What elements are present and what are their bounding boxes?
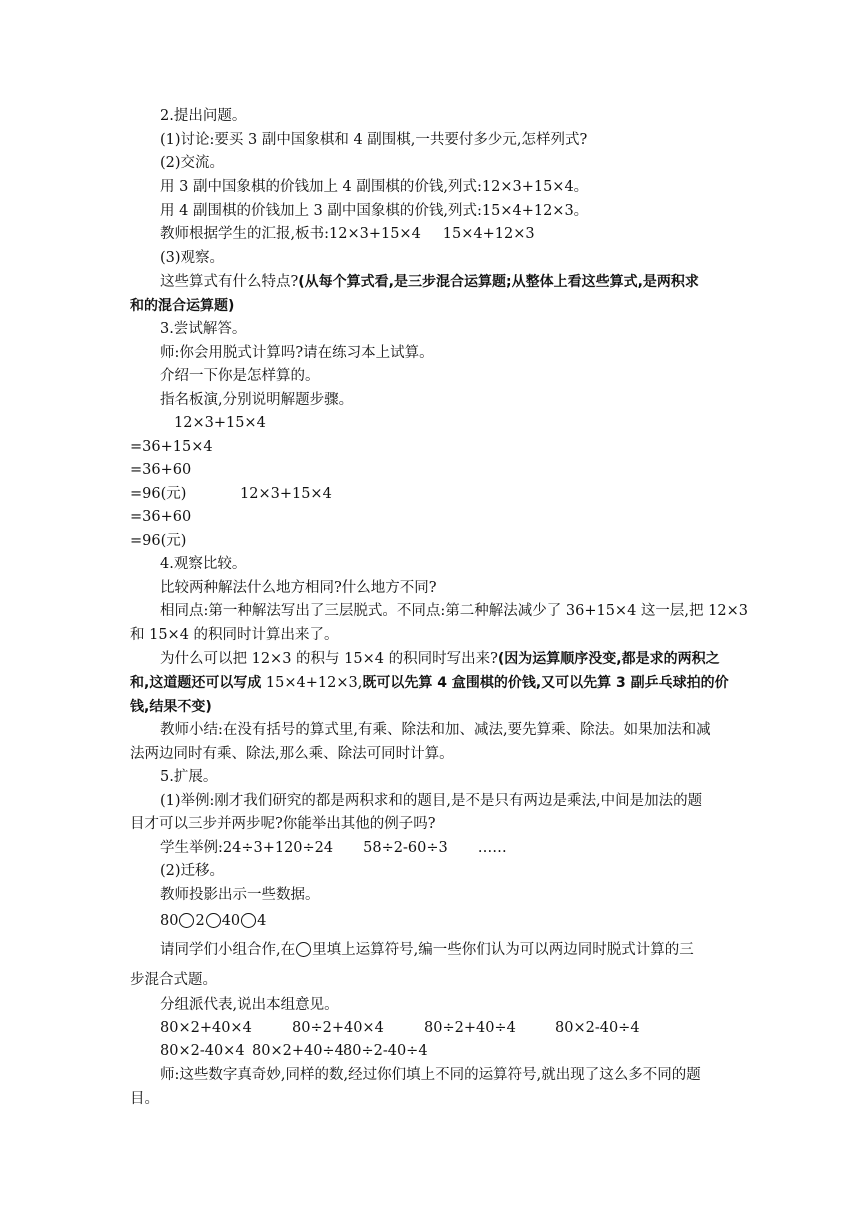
calc-line: =36+60 [130,462,192,478]
text-segment: 里填上运算符号,编一些你们认为可以两边同时脱式计算的三 [312,942,694,958]
heading-3: 3.尝试解答。 [160,321,247,337]
blank-circle-icon [206,913,221,928]
text-line: (2)交流。 [160,155,225,171]
number-circle-line [160,911,266,931]
expression: 80×2+40÷4 [252,1043,344,1059]
expression: 80÷2-40÷4 [343,1043,428,1059]
text-line: 教师投影出示一些数据。 [160,887,320,903]
text-line: 法两边同时有乘、除法,那么乘、除法可同时计算。 [130,746,454,762]
bold-answer: 和,这道题还可以写成 [130,675,262,691]
heading-4: 4.观察比较。 [160,556,247,572]
text-line: 分组派代表,说出本组意见。 [160,997,339,1013]
text-line: (2)迁移。 [160,863,225,879]
calc-line: 12×3+15×4 [174,415,266,431]
text-segment: 请同学们小组合作,在 [160,942,296,958]
text-line: 目才可以三步并两步呢?你能举出其他的例子吗? [130,816,436,832]
calc-line: =96(元) [130,533,187,549]
text-line [160,224,535,244]
expression: 80×2-40×4 [160,1043,245,1059]
text-segment: 15×4+12×3, [261,675,363,691]
bold-answer: (从每个算式看,是三步混合运算题;从整体上看这些算式,是两积求 [298,274,699,290]
text-line: 步混合式题。 [130,972,217,988]
text-line: 指名板演,分别说明解题步骤。 [160,392,354,408]
text-line: 用 4 副围棋的价钱加上 3 副中国象棋的价钱,列式:15×4+12×3。 [160,203,589,219]
text-line: 比较两种解法什么地方相同?什么地方不同? [160,580,437,596]
heading-5: 5.扩展。 [160,769,218,785]
text-line: 教师小结:在没有括号的算式里,有乘、除法和加、减法,要先算乘、除法。如果加法和减 [160,722,711,738]
text-line: 目。 [130,1091,159,1107]
text-segment: 为什么可以把 12×3 的积与 15×4 的积同时写出来? [160,651,498,667]
bold-answer: 既可以先算 4 盒围棋的价钱,又可以先算 3 副乒乓球拍的价 [362,675,729,691]
text-segment: 58÷2-60÷3 [363,840,448,856]
expression: 80×2+40×4 [160,1020,252,1036]
text-line: 用 3 副中国象棋的价钱加上 4 副围棋的价钱,列式:12×3+15×4。 [160,179,589,195]
text-line: 介绍一下你是怎样算的。 [160,368,320,384]
text-line: 和 15×4 的积同时计算出来了。 [130,627,339,643]
text-line [160,272,699,292]
expression: 80×2-40÷4 [555,1020,640,1036]
text-line: (3)观察。 [160,250,225,266]
text-segment: 这些算式有什么特点? [160,274,299,290]
text-line [160,649,720,669]
bold-answer: 钱,结果不变) [130,699,212,715]
bold-answer: 和的混合运算题) [130,298,235,314]
expression: 80÷2+40×4 [292,1020,384,1036]
text-line: 师:你会用脱式计算吗?请在练习本上试算。 [160,345,434,361]
text-line: 相同点:第一种解法写出了三层脱式。不同点:第二种解法减少了 36+15×4 这一层,把 12×3 [160,603,748,619]
blank-circle-icon [296,942,311,957]
bold-answer: (因为运算顺序没变,都是求的两积之 [497,651,720,667]
number: 40 [221,913,241,929]
calc-line: =36+15×4 [130,439,213,455]
text-segment: …… [477,840,507,856]
number: 2 [195,913,205,929]
text-line [130,673,729,693]
blank-circle-icon [179,913,194,928]
text-line: (1)举例:刚才我们研究的都是两积求和的题目,是不是只有两边是乘法,中间是加法的题 [160,793,703,809]
text-segment: 教师根据学生的汇报,板书:12×3+15×4 [160,226,421,242]
text-line: (1)讨论:要买 3 副中国象棋和 4 副围棋,一共要付多少元,怎样列式? [160,132,588,148]
calc-line: =36+60 [130,509,192,525]
number: 80 [160,913,179,929]
blank-circle-icon [241,913,256,928]
calc-line: =96(元) [130,486,187,502]
expression: 80÷2+40÷4 [424,1020,516,1036]
text-segment: 15×4+12×3 [442,226,535,242]
calc-line: 12×3+15×4 [240,486,332,502]
text-line [160,940,694,960]
text-line: 师:这些数字真奇妙,同样的数,经过你们填上不同的运算符号,就出现了这么多不同的题 [160,1067,701,1083]
heading-2: 2.提出问题。 [160,108,247,124]
text-segment: 学生举例:24÷3+120÷24 [160,840,334,856]
number: 4 [257,913,267,929]
text-line [160,838,507,858]
